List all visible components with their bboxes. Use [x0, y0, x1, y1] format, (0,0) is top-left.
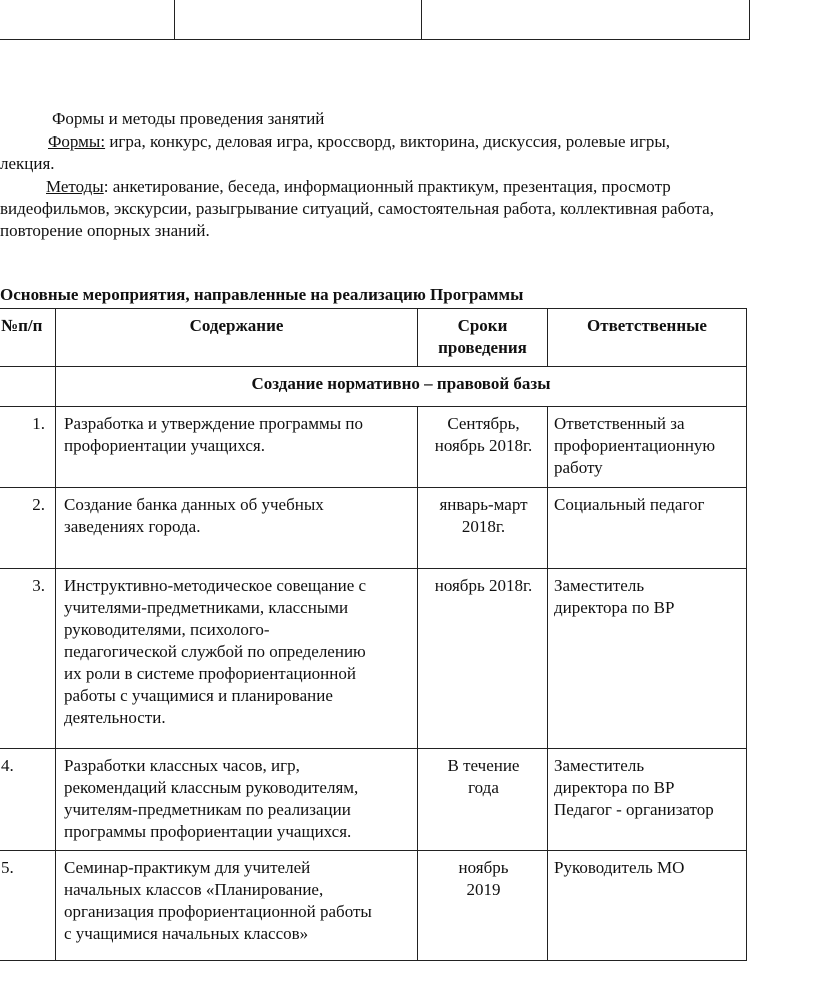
empty-cell [0, 0, 175, 40]
row-content-line: организация профориентационной работы [64, 902, 372, 921]
row-content-line: деятельности. [64, 708, 166, 727]
row-dates-line: Сентябрь, [447, 414, 520, 433]
empty-cell [422, 0, 750, 40]
table-title: Основные мероприятия, направленные на реализацию Программы [0, 285, 524, 304]
row-content-line: начальных классов «Планирование, [64, 880, 324, 899]
methods-text: : анкетирование, беседа, информационный практикум, презентация, просмотр [103, 177, 671, 196]
table-row [0, 749, 747, 851]
row-content-line: профориентации учащихся. [64, 436, 265, 455]
methods-line-1 [46, 176, 671, 198]
row-dates [418, 749, 548, 851]
row-dates-line: 2019 [466, 880, 501, 899]
section-heading: Формы и методы проведения занятий [52, 109, 325, 128]
section-title: Создание нормативно – правовой базы [56, 367, 747, 407]
row-dates-line: 2018г. [461, 517, 506, 536]
row-content-line: работы с учащимися и планирование [64, 686, 333, 705]
row-responsible-line: Педагог - организатор [554, 800, 714, 819]
forms-line-2: лекция. [0, 154, 55, 173]
row-content [56, 749, 418, 851]
row-dates-line: года [468, 778, 499, 797]
methods-line-2: видеофильмов, экскурсии, разыгрывание ситуаций, самостоятельная работа, коллективная работа, [0, 199, 714, 218]
methods-label: Методы [46, 177, 104, 196]
row-responsible-line: директора по ВР [554, 598, 675, 617]
table-header-row [0, 309, 747, 367]
row-number: 1. [0, 407, 56, 488]
row-responsible-line: Руководитель МО [554, 858, 685, 877]
row-content-line: рекомендаций классным руководителям, [64, 778, 359, 797]
row-responsible-line: Социальный педагог [554, 495, 705, 514]
row-responsible-line: работу [554, 458, 603, 477]
row-content-line: их роли в системе профориентационной [64, 664, 356, 683]
row-content [56, 851, 418, 961]
row-responsible [548, 488, 747, 569]
row-content-line: учителями-предметниками, классными [64, 598, 349, 617]
row-dates [418, 488, 548, 569]
header-dates-line: проведения [438, 338, 527, 357]
row-dates [418, 569, 548, 749]
row-responsible [548, 851, 747, 961]
row-responsible [548, 569, 747, 749]
row-content-line: заведениях города. [64, 517, 201, 536]
table-body [0, 407, 747, 961]
row-dates-line: ноябрь [458, 858, 509, 877]
row-number: 5. [0, 851, 56, 961]
forms-label: Формы: [48, 132, 106, 151]
header-dates-line: Сроки [457, 316, 508, 335]
row-dates-line: ноябрь 2018г. [434, 576, 533, 595]
row-content-line: Разработка и утверждение программы по [64, 414, 363, 433]
row-dates-line: ноябрь 2018г. [434, 436, 533, 455]
row-responsible-line: Заместитель [554, 576, 645, 595]
row-number: 4. [0, 749, 56, 851]
table-row [0, 407, 747, 488]
row-responsible-line: профориентационную [554, 436, 716, 455]
row-content [56, 569, 418, 749]
row-content-line: Семинар-практикум для учителей [64, 858, 311, 877]
row-number: 2. [0, 488, 56, 569]
row-content-line: руководителями, психолого- [64, 620, 270, 639]
row-content [56, 488, 418, 569]
row-content-line: учителям-предметникам по реализации [64, 800, 351, 819]
row-responsible [548, 407, 747, 488]
row-content-line: Разработки классных часов, игр, [64, 756, 300, 775]
previous-table-fragment [0, 0, 750, 40]
row-responsible-line: директора по ВР [554, 778, 675, 797]
row-content-line: с учащимися начальных классов» [64, 924, 309, 943]
methods-line-3: повторение опорных знаний. [0, 221, 210, 240]
header-responsible: Ответственные [548, 309, 747, 367]
row-content-line: педагогической службой по определению [64, 642, 366, 661]
forms-text: игра, конкурс, деловая игра, кроссворд, викторина, дискуссия, ролевые игры, [105, 132, 671, 151]
table-row [0, 569, 747, 749]
row-responsible-line: Ответственный за [554, 414, 685, 433]
header-dates [418, 309, 548, 367]
row-dates [418, 851, 548, 961]
row-dates-line: январь-март [439, 495, 528, 514]
table-row [0, 851, 747, 961]
empty-cell [175, 0, 422, 40]
row-content-line: программы профориентации учащихся. [64, 822, 352, 841]
row-content [56, 407, 418, 488]
row-dates [418, 407, 548, 488]
section-row [0, 367, 747, 407]
header-num: №п/п [0, 309, 56, 367]
row-content-line: Инструктивно-методическое совещание с [64, 576, 367, 595]
row-number: 3. [0, 569, 56, 749]
section-empty-cell [0, 367, 56, 407]
header-content: Содержание [56, 309, 418, 367]
events-table [0, 308, 747, 961]
row-content-line: Создание банка данных об учебных [64, 495, 324, 514]
row-responsible-line: Заместитель [554, 756, 645, 775]
table-row [0, 488, 747, 569]
row-dates-line: В течение [447, 756, 520, 775]
forms-line-1 [48, 131, 670, 153]
row-responsible [548, 749, 747, 851]
